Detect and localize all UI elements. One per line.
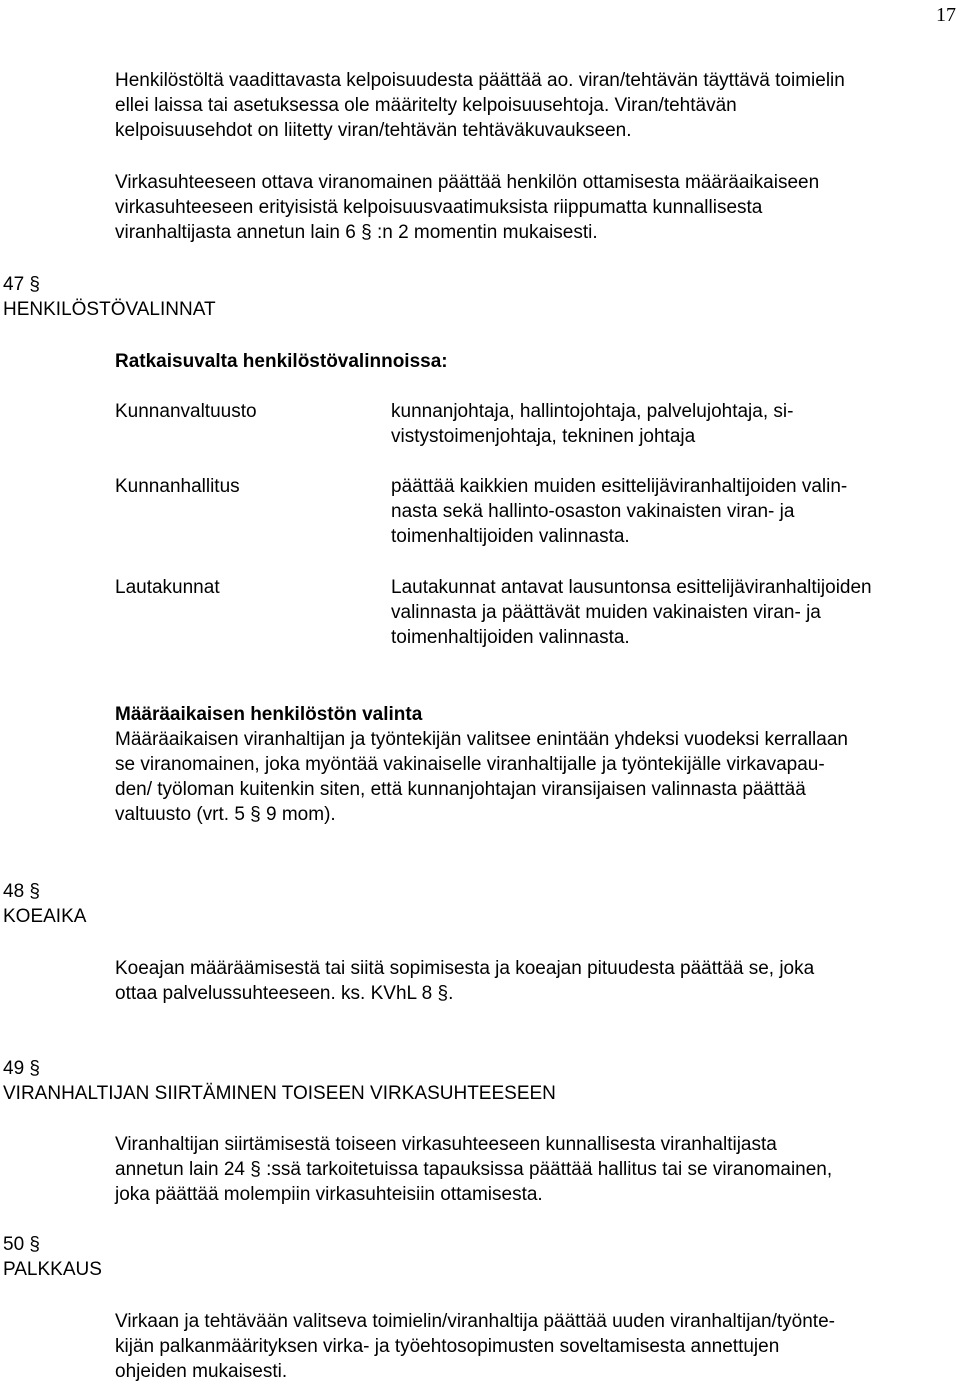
section-title: KOEAIKA (3, 906, 87, 927)
text-line: se viranomainen, joka myöntää vakinaiselle viranhaltijalle ja työntekijälle virkavapau- (115, 754, 825, 775)
authority-text-3 (391, 575, 960, 650)
text-line: vistystoimenjohtaja, tekninen johtaja (391, 426, 696, 447)
authority-body-3: Lautakunnat (115, 577, 220, 598)
text-line: ottaa palvelussuhteeseen. ks. KVhL 8 §. (115, 983, 454, 1004)
authority-body-1: Kunnanvaltuusto (115, 401, 257, 422)
section-50-text (115, 1309, 960, 1384)
text-line: kunnanjohtaja, hallintojohtaja, palvelujohtaja, si- (391, 401, 794, 422)
text-line: Lautakunnat antavat lausuntonsa esittelijäviranhaltijoiden (391, 577, 872, 598)
section-number: 48 § (3, 881, 40, 902)
text-line: toimenhaltijoiden valinnasta. (391, 627, 630, 648)
intro-paragraph-1 (115, 68, 960, 143)
text-line: Koeajan määräämisestä tai siitä sopimisesta ja koeajan pituudesta päättää se, joka (115, 958, 815, 979)
text-line: Virkaan ja tehtävään valitseva toimielin/viranhaltija päättää uuden viranhaltijan/työnte- (115, 1311, 835, 1332)
text-line: ohjeiden mukaisesti. (115, 1361, 288, 1382)
text-line: joka päättää molempiin virkasuhteisiin ottamisesta. (115, 1184, 543, 1205)
section-49-heading (3, 1056, 556, 1106)
text-line: valinnasta ja päättävät muiden vakinaisten viran- ja (391, 602, 821, 623)
text-line: kijän palkanmäärityksen virka- ja työehtosopimusten soveltamisesta annettujen (115, 1336, 780, 1357)
section-number: 49 § (3, 1058, 40, 1079)
decision-authority-subheading: Ratkaisuvalta henkilöstövalinnoissa: (115, 351, 448, 372)
text-line: den/ työloman kuitenkin siten, että kunnanjohtajan viransijaisen valinnasta päättää (115, 779, 806, 800)
section-50-heading (3, 1232, 102, 1282)
section-title: HENKILÖSTÖVALINNAT (3, 299, 216, 320)
authority-text-2 (391, 474, 960, 549)
section-47-heading (3, 272, 216, 322)
text-line: Henkilöstöltä vaadittavasta kelpoisuudesta päättää ao. viran/tehtävän täyttävä toimielin (115, 70, 845, 91)
text-line: nasta sekä hallinto-osaston vakinaisten viran- ja (391, 501, 795, 522)
section-title: PALKKAUS (3, 1259, 102, 1280)
text-line: valtuusto (vrt. 5 § 9 mom). (115, 804, 336, 825)
text-line: kelpoisuusehdot on liitetty viran/tehtävän tehtäväkuvaukseen. (115, 120, 632, 141)
text-line: Virkasuhteeseen ottava viranomainen päättää henkilön ottamisesta määräaikaiseen (115, 172, 820, 193)
section-48-text (115, 956, 960, 1006)
authority-text-1 (391, 399, 960, 449)
section-number: 47 § (3, 274, 40, 295)
text-line: viranhaltijasta annetun lain 6 § :n 2 momentin mukaisesti. (115, 222, 598, 243)
authority-body-2: Kunnanhallitus (115, 476, 240, 497)
section-number: 50 § (3, 1234, 40, 1255)
intro-paragraph-2 (115, 170, 960, 245)
text-line: virkasuhteeseen erityisistä kelpoisuusvaatimuksista riippumatta kunnallisesta (115, 197, 763, 218)
page-number: 17 (936, 4, 956, 26)
temporary-staff-heading: Määräaikaisen henkilöstön valinta (115, 704, 423, 725)
text-line: toimenhaltijoiden valinnasta. (391, 526, 630, 547)
section-title: VIRANHALTIJAN SIIRTÄMINEN TOISEEN VIRKASUHTEESEEN (3, 1083, 556, 1104)
text-line: annetun lain 24 § :ssä tarkoitetuissa tapauksissa päättää hallitus tai se viranomainen, (115, 1159, 833, 1180)
text-line: Viranhaltijan siirtämisestä toiseen virkasuhteeseen kunnallisesta viranhaltijasta (115, 1134, 777, 1155)
temporary-staff-block (115, 702, 960, 827)
text-line: Määräaikaisen viranhaltijan ja työntekijän valitsee enintään yhdeksi vuodeksi kerrallaan (115, 729, 848, 750)
section-49-text (115, 1132, 960, 1207)
section-48-heading (3, 879, 86, 929)
text-line: päättää kaikkien muiden esittelijäviranhaltijoiden valin- (391, 476, 848, 497)
text-line: ellei laissa tai asetuksessa ole määritelty kelpoisuusehtoja. Viran/tehtävän (115, 95, 737, 116)
